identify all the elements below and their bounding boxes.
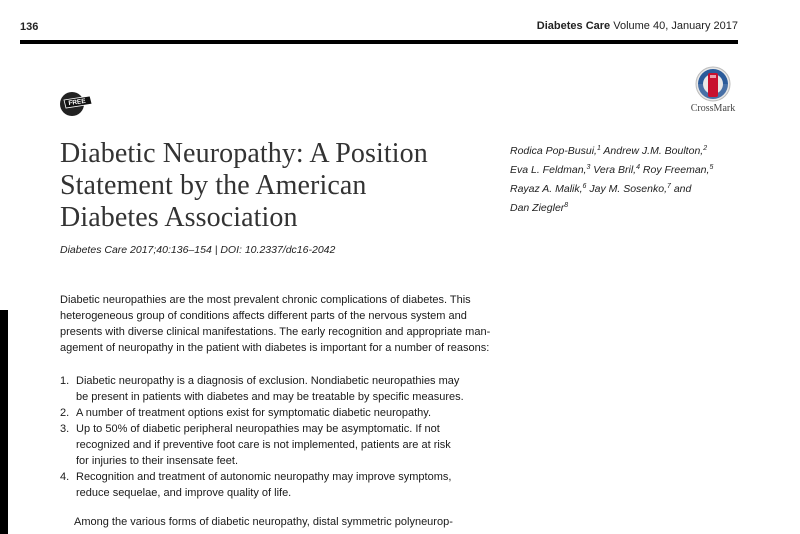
text-line: Recognition and treatment of autonomic neuropathy may improve symptoms,: [76, 471, 452, 483]
text-line: for injuries to their insensate feet.: [76, 455, 239, 467]
list-number: 1.: [60, 375, 70, 387]
author-name[interactable]: Jay M. Sosenko,: [586, 183, 667, 195]
author-name[interactable]: Vera Bril,: [590, 164, 637, 176]
free-access-icon: [58, 90, 94, 118]
page-number: 136: [20, 21, 39, 33]
author-affiliation: 2: [703, 145, 708, 152]
author-name[interactable]: Dan Ziegler: [510, 202, 565, 214]
free-badge-text: FREE: [67, 97, 87, 108]
author-name[interactable]: Roy Freeman,: [639, 164, 710, 176]
author-list: [510, 142, 760, 218]
author-affiliation: 8: [564, 202, 569, 209]
author-affiliation: 5: [709, 164, 714, 171]
reasons-list: [60, 373, 530, 501]
left-edge-bar: [0, 310, 8, 534]
text-line: presents with diverse clinical manifestations. The early recognition and appropriate man-: [60, 326, 491, 338]
author-affiliation: 4: [636, 164, 640, 171]
list-item: [60, 405, 530, 421]
author-affiliation: 3: [586, 164, 591, 171]
author-name[interactable]: Rodica Pop-Busui,: [510, 145, 597, 157]
text-line: Up to 50% of diabetic peripheral neuropathies may be asymptomatic. If not: [76, 423, 440, 435]
author-affiliation: 7: [667, 183, 671, 190]
author-line: [510, 199, 760, 218]
text-line: be present in patients with diabetes and may be treatable by specific measures.: [76, 391, 464, 403]
text-line: A number of treatment options exist for symptomatic diabetic neuropathy.: [76, 407, 432, 419]
author-line: [510, 142, 760, 161]
title-line: Diabetes Association: [60, 202, 298, 233]
list-number: 2.: [60, 407, 70, 419]
author-affiliation: 6: [582, 183, 587, 190]
journal-name: Diabetes Care: [536, 20, 611, 32]
citation-doi[interactable]: Diabetes Care 2017;40:136–154 | DOI: 10.2337/dc16-2042: [60, 244, 336, 256]
article-title: [60, 138, 500, 234]
body-paragraph-start: Among the various forms of diabetic neuropathy, distal symmetric polyneurop-: [74, 516, 453, 528]
journal-header: [537, 20, 738, 32]
header-rule: [20, 40, 738, 44]
author-affiliation: 1: [596, 145, 601, 152]
author-name[interactable]: Andrew J.M. Boulton,: [600, 145, 704, 157]
author-name[interactable]: Rayaz A. Malik,: [510, 183, 583, 195]
list-number: 3.: [60, 423, 70, 435]
text-line: Diabetic neuropathies are the most prevalent chronic complications of diabetes. This: [60, 294, 471, 306]
text-line: recognized and if preventive foot care is not implemented, patients are at risk: [76, 439, 451, 451]
list-item: [60, 421, 530, 469]
text-line: heterogeneous group of conditions affects different parts of the nervous system and: [60, 310, 467, 322]
text-line: reduce sequelae, and improve quality of life.: [76, 487, 292, 499]
title-line: Statement by the American: [60, 170, 367, 201]
author-name[interactable]: Eva L. Feldman,: [510, 164, 587, 176]
list-item: [60, 373, 530, 405]
author-line: [510, 161, 760, 180]
crossmark-label: CrossMark: [690, 103, 736, 114]
journal-issue: Volume 40, January 2017: [613, 20, 738, 32]
text-line: Diabetic neuropathy is a diagnosis of exclusion. Nondiabetic neuropathies may: [76, 375, 460, 387]
abstract-intro: [60, 292, 520, 356]
list-item: [60, 469, 530, 501]
author-line: [510, 180, 760, 199]
list-number: 4.: [60, 471, 70, 483]
author-conjunction: and: [670, 183, 692, 195]
text-line: agement of neuropathy in the patient with diabetes is important for a number of reasons:: [60, 342, 490, 354]
title-line: Diabetic Neuropathy: A Position: [60, 138, 428, 169]
